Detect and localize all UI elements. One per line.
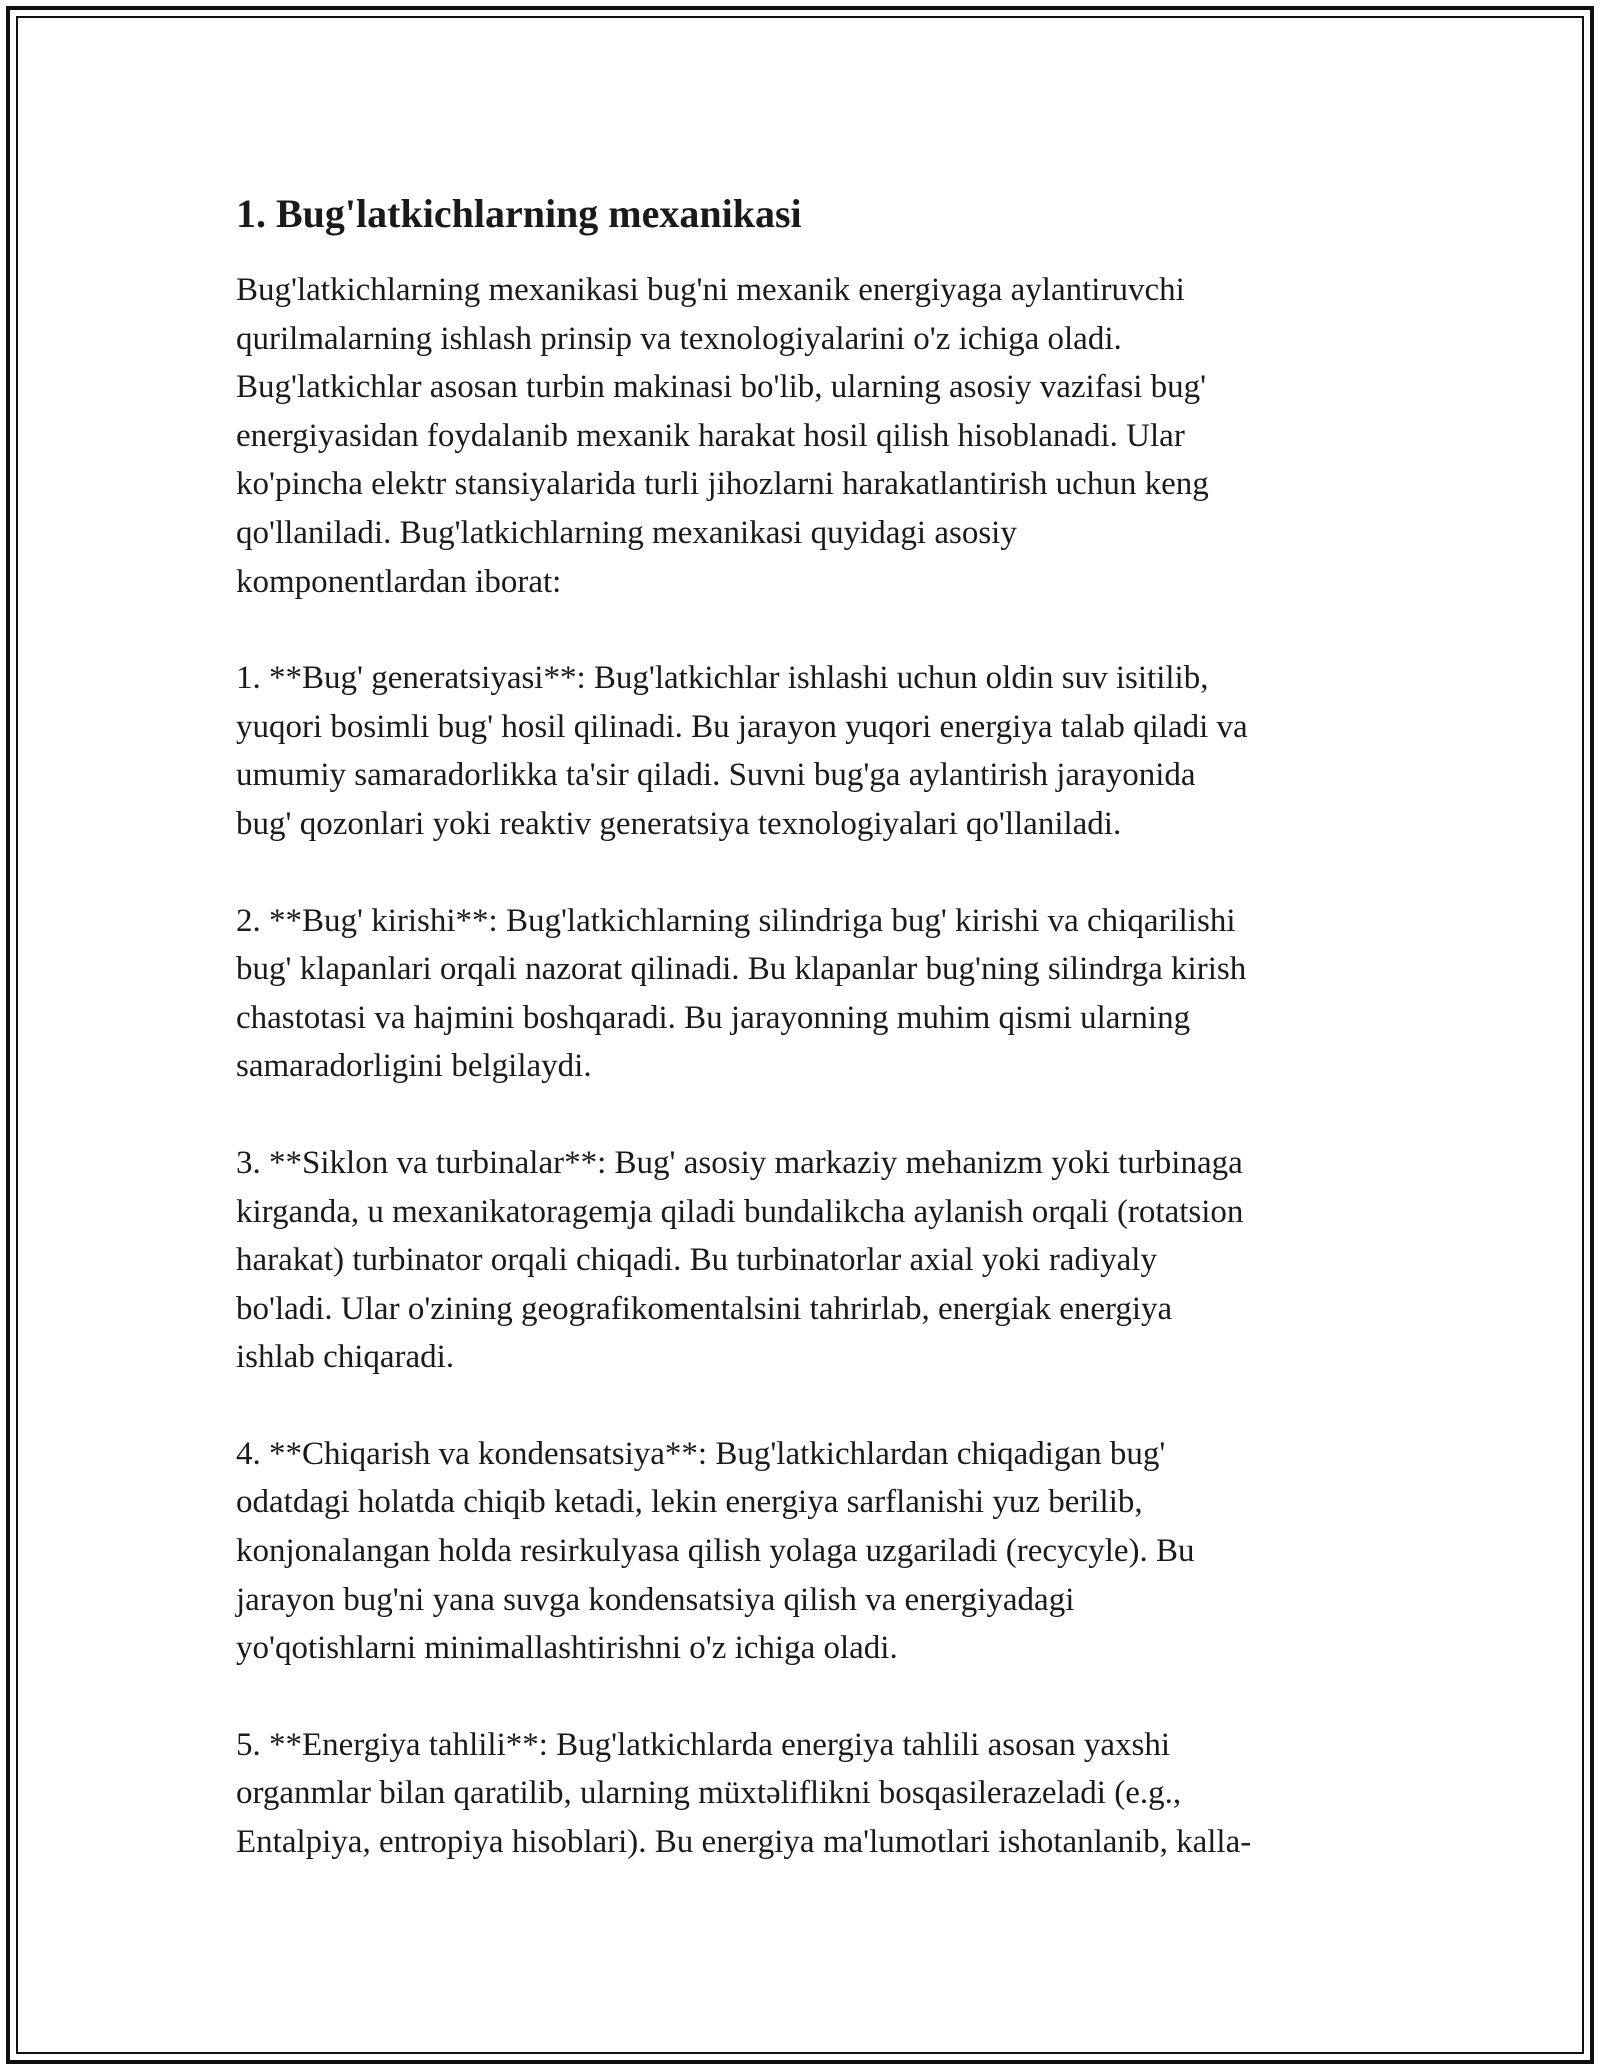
text-line: 1. **Bug' generatsiyasi**: Bug'latkichlar ishlashi uchun oldin suv isitilib, xyxy=(236,660,1209,697)
text-line: 5. **Energiya tahlili**: Bug'latkichlarda energiya tahlili asosan yaxshi xyxy=(236,1726,1171,1763)
list-item-bug-generatsiyasi xyxy=(236,654,1366,848)
list-item-energiya-tahlili xyxy=(236,1721,1366,1867)
text-line: odatdagi holatda chiqib ketadi, lekin energiya sarflanishi yuz berilib, xyxy=(236,1484,1143,1521)
list-item-chiqarish-va-kondensatsiya xyxy=(236,1430,1366,1673)
text-line: 4. **Chiqarish va kondensatsiya**: Bug'latkichlardan chiqadigan bug' xyxy=(236,1435,1166,1472)
document-body xyxy=(236,186,1366,1915)
text-line: energiyasidan foydalanib mexanik harakat hosil qilish hisoblanadi. Ular xyxy=(236,417,1185,454)
text-line: 3. **Siklon va turbinalar**: Bug' asosiy markaziy mehanizm yoki turbinaga xyxy=(236,1144,1243,1181)
text-line: yuqori bosimli bug' hosil qilinadi. Bu jarayon yuqori energiya talab qiladi va xyxy=(236,708,1248,745)
list-item-bug-kirishi xyxy=(236,897,1366,1091)
text-line: ko'pincha elektr stansiyalarida turli jihozlarni harakatlantirish uchun keng xyxy=(236,466,1209,503)
text-line: chastotasi va hajmini boshqaradi. Bu jarayonning muhim qismi ularning xyxy=(236,999,1191,1036)
text-line: harakat) turbinator orqali chiqadi. Bu turbinatorlar axial yoki radiyaly xyxy=(236,1242,1157,1279)
section-heading: 1. Bug'latkichlarning mexanikasi xyxy=(236,191,802,236)
text-line: organmlar bilan qaratilib, ularning müxtəliflikni bosqasilerazeladi (e.g., xyxy=(236,1775,1182,1812)
text-line: qo'llaniladi. Bug'latkichlarning mexanikasi quyidagi asosiy xyxy=(236,514,1017,551)
text-line: umumiy samaradorlikka ta'sir qiladi. Suvni bug'ga aylantirish jarayonida xyxy=(236,757,1196,794)
text-line: yo'qotishlarni minimallashtirishni o'z ichiga oladi. xyxy=(236,1630,898,1667)
text-line: jarayon bug'ni yana suvga kondensatsiya qilish va energiyadagi xyxy=(236,1581,1075,1618)
text-line: bug' klapanlari orqali nazorat qilinadi. Bu klapanlar bug'ning silindrga kirish xyxy=(236,951,1247,988)
text-line: Entalpiya, entropiya hisoblari). Bu energiya ma'lumotlari ishotanlanib, kalla- xyxy=(236,1824,1252,1861)
text-line: 2. **Bug' kirishi**: Bug'latkichlarning silindriga bug' kirishi va chiqarilishi xyxy=(236,902,1236,939)
text-line: Bug'latkichlarning mexanikasi bug'ni mexanik energiyaga aylantiruvchi xyxy=(236,272,1185,308)
text-line: samaradorligini belgilaydi. xyxy=(236,1048,592,1085)
text-line: ishlab chiqaradi. xyxy=(236,1339,455,1376)
text-line: konjonalangan holda resirkulyasa qilish yolaga uzgariladi (recycyle). Bu xyxy=(236,1533,1195,1570)
text-line: qurilmalarning ishlash prinsip va texnologiyalarini o'z ichiga oladi. xyxy=(236,320,1122,357)
intro-paragraph xyxy=(236,266,1366,606)
text-line: bo'ladi. Ular o'zining geografikomentalsini tahrirlab, energiak energiya xyxy=(236,1290,1173,1327)
text-line: kirganda, u mexanikatoragemja qiladi bundalikcha aylanish orqali (rotatsion xyxy=(236,1193,1244,1230)
text-line: komponentlardan iborat: xyxy=(236,563,562,600)
list-item-siklon-va-turbinalar xyxy=(236,1139,1366,1382)
text-line: Bug'latkichlar asosan turbin makinasi bo'lib, ularning asosiy vazifasi bug' xyxy=(236,369,1207,406)
text-line: bug' qozonlari yoki reaktiv generatsiya texnologiyalari qo'llaniladi. xyxy=(236,805,1122,842)
